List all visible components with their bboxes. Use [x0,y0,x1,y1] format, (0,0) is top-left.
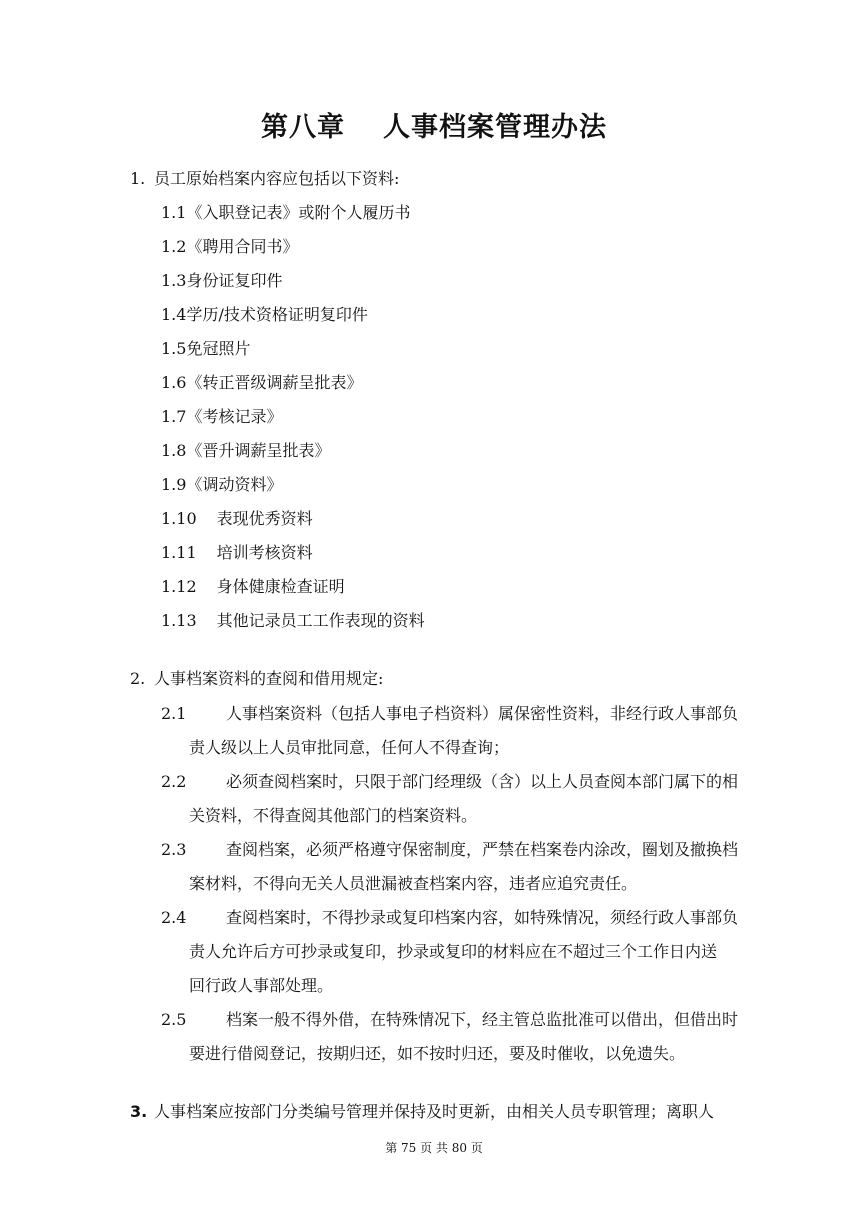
list-item: 1.5免冠照片 [161,339,251,358]
paragraph-item: 2.4 查阅档案时，不得抄录或复印档案内容，如特殊情况，须经行政人事部负 责人允许后方可抄录或复印，抄录或复印的材料应在不超过三个工作日内送 回行政人事部处理。 [161,908,739,995]
list-item: 1.3身份证复印件 [161,271,283,290]
list-item: 1.10 表现优秀资料 [161,509,313,528]
paragraph-item: 2.5 档案一般不得外借，在特殊情况下，经主管总监批准可以借出，但借出时 要进行借阅登记，按期归还，如不按时归还，要及时催收，以免遗失。 [161,1010,739,1063]
page-footer: 第 75 页 共 80 页 [385,1141,483,1155]
paragraph-item: 2.3 查阅档案，必须严格遵守保密制度，严禁在档案卷内涂改，圈划及撤换档 案材料，不得向无关人员泄漏被查档案内容，违者应追究责任。 [161,840,739,893]
list-item: 1.11 培训考核资料 [161,543,313,562]
chapter-number: 第八章 [261,112,345,143]
list-item: 1.6《转正晋级调薪呈批表》 [161,373,363,392]
list-item: 1.12 身体健康检查证明 [161,577,345,596]
list-item: 1.4学历/技术资格证明复印件 [161,305,368,324]
section-2-heading: 2. 人事档案资料的查阅和借用规定: [130,669,384,688]
list-item: 1.13 其他记录员工工作表现的资料 [161,611,425,630]
chapter-title [0,105,868,144]
list-item: 1.8《晋升调薪呈批表》 [161,441,331,460]
list-item: 1.2《聘用合同书》 [161,237,299,256]
chapter-name: 人事档案管理办法 [383,112,607,143]
paragraph-item: 2.1 人事档案资料（包括人事电子档资料）属保密性资料，非经行政人事部负 责人级以上人员审批同意，任何人不得查询； [161,704,739,757]
section-3-text: 3. 人事档案应按部门分类编号管理并保持及时更新，由相关人员专职管理；离职人 [130,1102,715,1121]
list-item: 1.1《入职登记表》或附个人履历书 [161,203,411,222]
paragraph-item: 2.2 必须查阅档案时，只限于部门经理级（含）以上人员查阅本部门属下的相 关资料，不得查阅其他部门的档案资料。 [161,772,739,825]
section-1-heading: 1. 员工原始档案内容应包括以下资料: [130,169,400,188]
list-item: 1.9《调动资料》 [161,475,283,494]
list-item: 1.7《考核记录》 [161,407,283,426]
